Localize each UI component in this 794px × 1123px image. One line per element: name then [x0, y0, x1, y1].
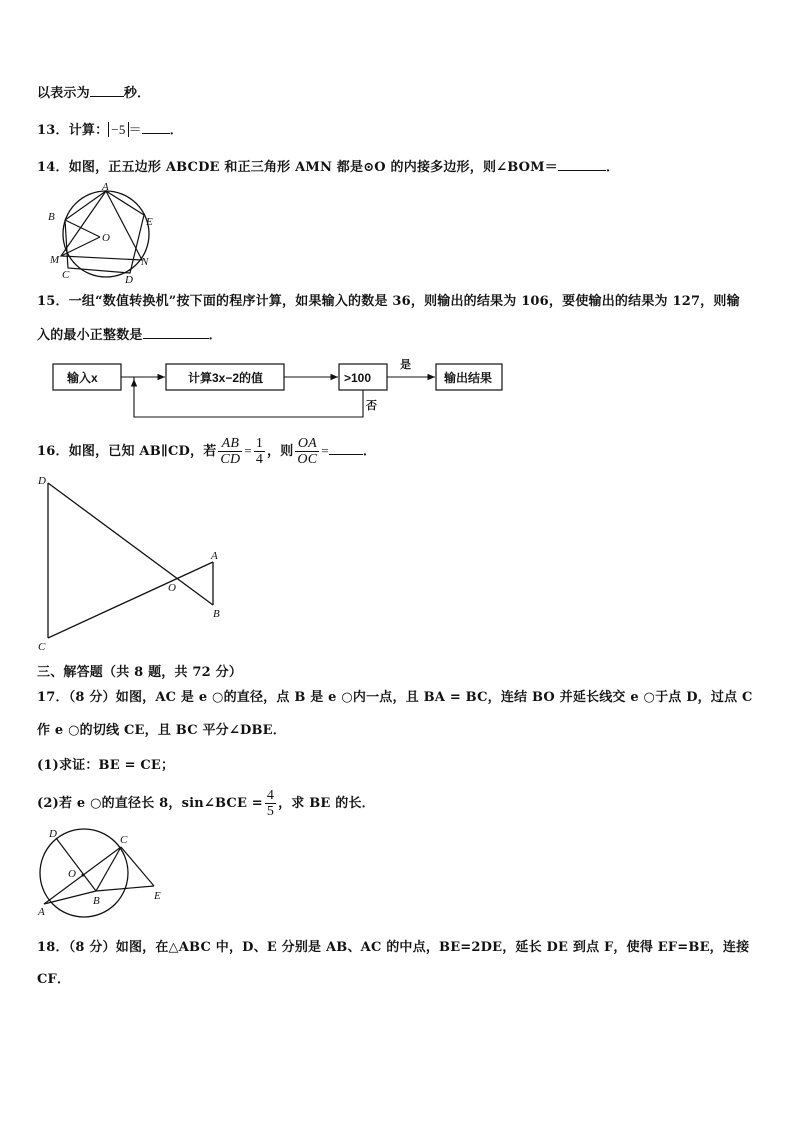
flowchart-condition-text: >100: [344, 371, 372, 385]
q18-line1: [37, 936, 749, 955]
q16-fraction-1-4: [254, 436, 265, 467]
q17-line2: [37, 719, 286, 738]
q15-end: ．: [208, 328, 222, 343]
fig14-label-c: C: [62, 269, 70, 281]
q17-part1: [37, 754, 174, 773]
q12-unit: 秒．: [123, 86, 151, 101]
fig17-label-d: D: [49, 828, 57, 840]
q16-end: ．: [362, 444, 377, 459]
figure-16: [32, 470, 232, 654]
fig14-label-n: N: [141, 256, 149, 268]
q15-text-a: 15．一组“数值转换机”按下面的程序计算，如果输入的数是 36，则输出的结果为 106，要使输出的结果为 127，则输: [37, 294, 740, 309]
fig17-segment-bc: [96, 847, 121, 891]
q17-part2: [37, 788, 375, 819]
flowchart-compute-text: 计算3x−2的值: [188, 371, 264, 385]
q17-text-a: 17．（8 分）如图，AC 是 e ○的直径，点 B 是 e ○内一点，且 BA = BC，连结 BO 并延长线交 e ○于点 D，过点 C: [37, 690, 753, 705]
fig17-label-o: O: [68, 868, 76, 880]
q16-eq2: =: [321, 443, 329, 458]
q16-text-a: 16．如图，已知 AB∥CD，若: [37, 444, 217, 459]
fig17-segment-db: [56, 838, 96, 891]
q17-text-b: 作 e ○的切线 CE，且 BC 平分∠DBE．: [37, 723, 286, 738]
fig14-label-a: A: [102, 182, 109, 193]
fig16-label-b: B: [213, 608, 220, 620]
q14-end: ．: [605, 160, 620, 175]
q16-frac1-num: AB: [218, 436, 242, 452]
figure-17: [30, 826, 180, 921]
q17-part1-text: (1)求证：BE = CE；: [37, 758, 175, 773]
fig16-label-o: O: [168, 582, 176, 594]
q16-frac2-num: 1: [255, 436, 264, 451]
q15-line2: [37, 324, 222, 343]
flowchart-input-text: 输入x: [67, 371, 98, 385]
section-3-heading: [37, 661, 242, 680]
q15-answer-blank[interactable]: [143, 326, 209, 339]
q13: [37, 119, 183, 138]
q14-answer-blank[interactable]: [558, 158, 606, 171]
fig14-label-d: D: [125, 274, 133, 286]
q12-continuation: [37, 82, 150, 101]
q16-frac3-num: OA: [295, 436, 319, 452]
fig17-label-c: C: [120, 834, 128, 846]
flowchart-output-text: 输出结果: [444, 371, 493, 385]
q15-line1: [37, 290, 740, 309]
section-3-title: 三、解答题（共 8 题，共 72 分）: [37, 665, 243, 680]
q16: [37, 436, 376, 467]
fig17-label-b: B: [93, 895, 100, 907]
q13-end: ．: [169, 123, 183, 138]
q13-abs-value: −5: [108, 122, 128, 137]
fig14-label-m: M: [50, 254, 60, 266]
q17-fraction-4-5: [265, 788, 276, 819]
fig14-label-e: E: [146, 216, 153, 228]
flowchart-yes-label: 是: [400, 359, 411, 371]
fig14-label-o: O: [102, 232, 110, 244]
q17-line1: [37, 686, 753, 705]
q17-frac-num: 4: [266, 788, 275, 803]
q18-line2: [37, 968, 70, 987]
q16-fraction-oa-oc: [295, 436, 319, 467]
q12-answer-blank[interactable]: [90, 84, 124, 97]
fig17-segment-ce: [121, 847, 154, 886]
q16-fraction-ab-cd: [218, 436, 242, 467]
fig17-label-e: E: [154, 890, 161, 902]
q14: [37, 156, 619, 175]
fig16-segment-ca: [48, 562, 213, 638]
q12-text: 以表示为: [37, 86, 90, 101]
fig16-segment-db: [48, 483, 213, 605]
q16-answer-blank[interactable]: [329, 442, 363, 455]
q16-text-b: ，则: [267, 444, 294, 459]
fig16-label-d: D: [38, 475, 46, 487]
q17-part2-text-a: (2)若 e ○的直径长 8，sin∠BCE =: [37, 796, 263, 811]
fig14-segment-ob: [65, 220, 100, 237]
fig16-label-c: C: [38, 641, 46, 653]
q13-equals: ＝: [128, 122, 142, 137]
q18-text-a: 18．（8 分）如图，在△ABC 中，D、E 分别是 AB、AC 的中点，BE=2DE，延长 DE 到点 F，使得 EF=BE，连接: [37, 940, 750, 955]
q16-frac2-den: 4: [255, 452, 264, 467]
q16-frac1-den: CD: [220, 452, 241, 467]
q14-text: 14．如图，正五边形 ABCDE 和正三角形 AMN 都是⊙O 的内接多边形，则∠BOM＝: [37, 160, 558, 175]
fig16-label-a: A: [211, 550, 218, 562]
q13-label: 13．计算：: [37, 123, 109, 138]
q17-part2-text-b: ，求 BE 的长．: [278, 796, 375, 811]
flowchart: [48, 355, 508, 425]
fig17-center-point: [82, 874, 85, 877]
q16-eq1: =: [244, 443, 252, 458]
flowchart-no-label: 否: [366, 400, 377, 412]
q17-frac-den: 5: [266, 804, 275, 819]
q15-text-b: 入的最小正整数是: [37, 328, 143, 343]
figure-14: [46, 182, 161, 286]
fig14-label-b: B: [48, 211, 55, 223]
fig17-label-a: A: [38, 906, 45, 918]
q16-frac3-den: OC: [297, 452, 318, 467]
q13-answer-blank[interactable]: [142, 121, 170, 134]
fig17-circle: [40, 829, 128, 917]
q18-text-b: CF．: [37, 972, 71, 987]
